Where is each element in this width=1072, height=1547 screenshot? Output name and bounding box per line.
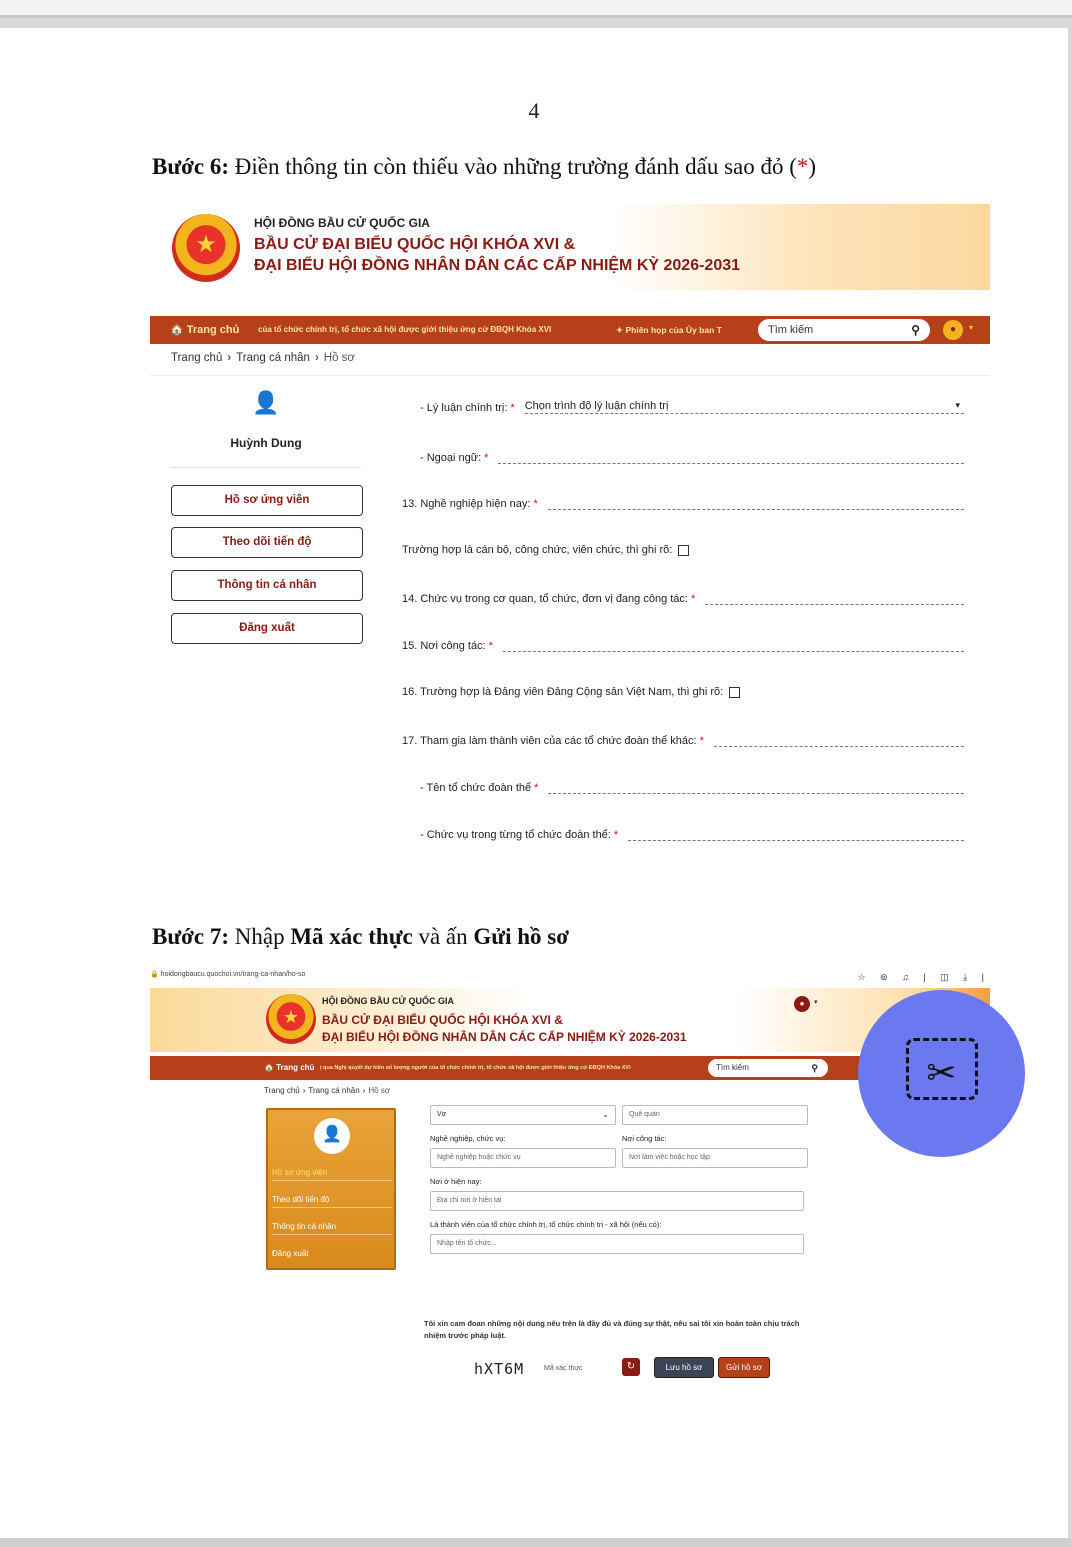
avatar-icon: 👤 [314,1118,350,1154]
required-star: * [488,640,493,652]
language-row [420,450,964,464]
search-input[interactable] [708,1059,828,1077]
breadcrumb-sep-icon: › [302,1086,306,1095]
civil-servant-label: Trường hợp là cán bộ, công chức, viên chức, thì ghi rõ: [402,544,673,556]
job-label: Nghề nghiệp, chức vụ: [430,1134,506,1143]
breadcrumb-sep-icon: › [362,1086,366,1095]
top-strip [0,0,1072,18]
national-emblem-icon [172,214,240,282]
captcha-input[interactable]: Mã xác thực [544,1365,583,1372]
screenshot-step-6 [150,204,990,844]
browser-url-bar [150,970,990,986]
breadcrumb-sep-icon: › [314,352,319,364]
job-label: 13. Nghề nghiệp hiện nay: [402,498,531,510]
breadcrumb-profile[interactable]: Trang cá nhân [308,1086,360,1095]
required-star: * [699,735,704,747]
workplace-row [402,638,964,652]
sidebar-panel [266,1108,396,1270]
sidebar-logout-button[interactable]: Đăng xuất [272,1249,309,1258]
divider [150,375,990,376]
organizations-input[interactable] [714,733,964,747]
breadcrumb-home[interactable]: Trang chủ [171,352,223,364]
sidebar-progress-button[interactable]: Theo dõi tiến độ [272,1195,392,1208]
save-profile-button[interactable]: Lưu hồ sơ [654,1357,714,1378]
job-row [402,496,964,510]
chevron-down-icon[interactable]: ▾ [969,323,974,332]
civil-servant-row [402,544,689,556]
chevron-down-icon: ▾ [955,400,960,410]
page-number: 4 [528,98,540,123]
divider [171,467,361,468]
member-input[interactable] [430,1234,804,1254]
national-emblem-icon [266,994,316,1044]
step-6-label: Bước 6: [152,154,229,179]
banner-title-1: BẦU CỬ ĐẠI BIỂU QUỐC HỘI KHÓA XVI & [322,1013,563,1027]
step-7-heading [152,924,569,950]
sidebar-progress-button[interactable]: Theo dõi tiến độ [171,527,363,558]
member-label: Là thành viên của tổ chức chính trị, tổ chức chính trị - xã hội (nếu có): [430,1220,662,1229]
hometown-placeholder: Quê quán [629,1111,660,1118]
breadcrumb [264,1086,390,1095]
required-star: * [510,402,515,414]
language-input[interactable] [498,450,964,464]
org-name-row [420,780,964,794]
language-label: - Ngoại ngữ: [420,452,482,464]
job-placeholder: Nghề nghiệp hoặc chức vụ [437,1154,521,1161]
party-label: 16. Trường hợp là Đảng viên Đảng Cộng sản Việt Nam, thì ghi rõ: [402,686,724,698]
org-role-label: - Chức vụ trong từng tổ chức đoàn thể: [420,829,611,841]
political-theory-row [420,400,964,414]
banner-org: HỘI ĐỒNG BẦU CỬ QUỐC GIA [254,216,430,230]
address-label: Nơi ở hiện nay: [430,1177,482,1186]
breadcrumb-sep-icon: › [227,352,232,364]
search-placeholder: Tìm kiếm [768,324,814,336]
nav-ticker[interactable]: ị qua Nghị quyết dự kiến số lượng người của tổ chức chính trị, tổ chức xã hội được giới thiệu ứng cử ĐBQH Khóa XVI [320,1065,631,1071]
banner-title-2: ĐẠI BIỂU HỘI ĐỒNG NHÂN DÂN CÁC CẤP NHIỆM KỲ 2026-2031 [322,1030,687,1044]
step-6-heading [152,154,816,180]
required-star: * [534,782,539,794]
party-checkbox[interactable] [729,687,740,698]
breadcrumb-profile[interactable]: Trang cá nhân [236,352,310,364]
banner-title-2: ĐẠI BIỂU HỘI ĐỒNG NHÂN DÂN CÁC CẤP NHIỆM KỲ 2026-2031 [254,257,741,274]
work-placeholder: Nơi làm việc hoặc học tập [629,1154,710,1161]
search-icon[interactable]: ⚲ [811,1063,818,1073]
user-icon[interactable]: ● [794,996,810,1012]
user-name: Huỳnh Dung [230,436,302,450]
required-star: * [690,593,696,605]
political-theory-select[interactable] [525,400,964,414]
position-input[interactable] [705,591,964,605]
scissors-icon: ✂ [926,1052,957,1093]
breadcrumb-home[interactable]: Trang chủ [264,1086,300,1095]
search-icon[interactable]: ⚲ [911,323,920,337]
position-row [402,591,964,605]
screenshot-tool-button[interactable] [858,990,1025,1157]
job-input[interactable] [548,496,964,510]
job-input[interactable] [430,1148,616,1168]
political-theory-value: Chọn trình độ lý luận chính trị [524,400,669,412]
relation-select[interactable] [430,1105,616,1125]
submit-profile-button[interactable]: Gửi hồ sơ [718,1357,770,1378]
breadcrumb-current: Hồ sơ [368,1086,391,1095]
step-7-text-1: Nhập [229,924,291,949]
step-7-bold-2: Gửi hồ sơ [473,924,569,949]
site-navbar [150,316,990,344]
search-placeholder: Tìm kiếm [716,1063,749,1072]
step-7-label: Bước 7: [152,924,229,949]
step-7-bold-1: Mã xác thực [290,924,413,949]
required-star: * [613,829,619,841]
org-name-input[interactable] [548,780,964,794]
banner-org: HỘI ĐỒNG BẦU CỬ QUỐC GIA [322,996,454,1006]
breadcrumb-current: Hồ sơ [323,352,355,364]
sidebar-personal-info-button[interactable]: Thông tin cá nhân [272,1222,392,1235]
chevron-down-icon: ⌄ [602,1110,609,1119]
search-input[interactable] [758,319,930,341]
user-icon[interactable]: ● [943,320,963,340]
nav-meeting[interactable]: ✦ Phiên họp của Ủy ban T [616,325,722,335]
organizations-label: 17. Tham gia làm thành viên của các tổ chức đoàn thể khác: [402,735,697,747]
org-name-label: - Tên tổ chức đoàn thể [420,782,532,794]
hometown-input[interactable] [622,1105,808,1125]
step-6-star: * [796,154,809,179]
browser-toolbar-icons[interactable]: ☆ ⊚ ♫ | ◫ ⤓ | [857,972,990,982]
step-6-text: Điền thông tin còn thiếu vào những trường đánh dấu sao đỏ ( [229,154,797,179]
step-7-text-2: và ấn [412,924,474,949]
nav-home[interactable]: 🏠 Trang chủ [170,324,240,336]
workplace-input[interactable] [503,638,964,652]
position-label: 14. Chức vụ trong cơ quan, tổ chức, đơn vị đang công tác: [402,593,688,605]
breadcrumb [171,352,355,364]
political-theory-label: - Lý luận chính trị: [420,402,508,414]
chevron-down-icon[interactable]: ▾ [814,999,818,1006]
sidebar-candidate-profile-button[interactable]: Hồ sơ ứng viên [272,1168,392,1181]
party-row [402,686,740,698]
required-star: * [484,452,489,464]
site-banner [150,204,990,290]
org-role-input[interactable] [628,827,964,841]
work-label: Nơi công tác: [622,1134,667,1143]
relation-value: Vợ [437,1111,447,1118]
workplace-label: 15. Nơi công tác: [402,640,486,652]
refresh-icon[interactable]: ↻ [622,1358,640,1376]
banner-title-1: BẦU CỬ ĐẠI BIỂU QUỐC HỘI KHÓA XVI & [254,236,576,253]
organizations-row [402,733,964,747]
address-input[interactable] [430,1191,804,1211]
nav-home[interactable]: 🏠 Trang chủ [264,1063,315,1072]
avatar-icon: 👤 [252,390,280,415]
work-input[interactable] [622,1148,808,1168]
nav-ticker[interactable]: của tổ chức chính trị, tổ chức xã hội được giới thiệu ứng cử ĐBQH Khóa XVI [258,325,552,334]
address-placeholder: Địa chỉ nơi ở hiện tại [437,1197,502,1204]
step-6-close: ) [808,154,817,179]
lock-icon: 🔒 [150,971,161,978]
member-placeholder: Nhập tên tổ chức... [437,1240,497,1247]
browser-url[interactable]: hoidongbaucu.quochoi.vn/trang-ca-nhan/ho-so [160,971,306,978]
org-role-row [420,827,964,841]
civil-servant-checkbox[interactable] [678,545,689,556]
sidebar-candidate-profile-button[interactable]: Hồ sơ ứng viên [171,485,363,516]
sidebar-logout-button[interactable]: Đăng xuất [171,613,363,644]
sidebar-personal-info-button[interactable]: Thông tin cá nhân [171,570,363,601]
captcha-code: hXT6M [474,1360,525,1378]
pledge-text: Tôi xin cam đoan những nội dung nêu trên là đầy đủ và đúng sự thật, nếu sai tôi xin hoàn toàn chịu trách nhiệm trước pháp luật. [424,1319,800,1340]
required-star: * [533,498,538,510]
bottom-strip [0,1538,1072,1547]
